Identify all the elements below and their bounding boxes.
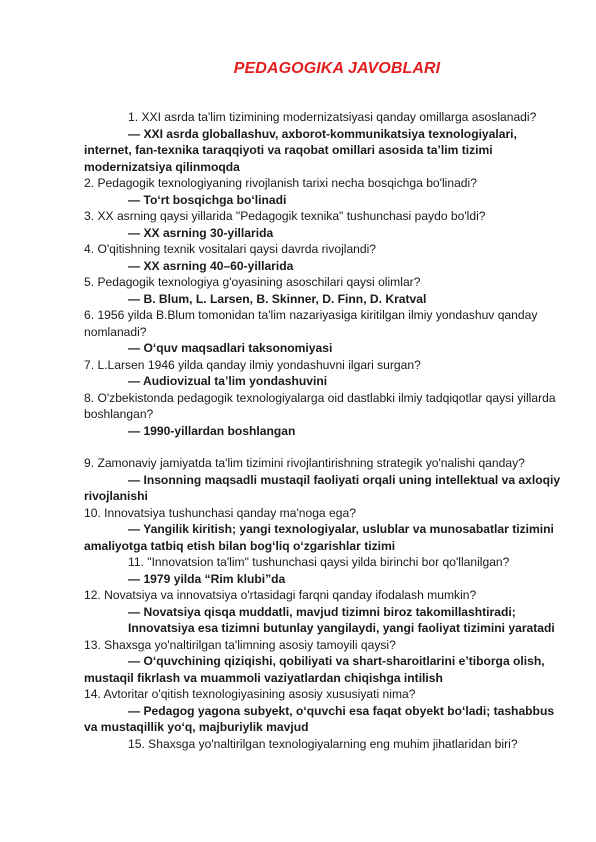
question-6: 6. 1956 yilda B.Blum tomonidan ta'lim nazariyasiga kiritilgan ilmiy yondashuv qanday nomlanadi?	[84, 308, 538, 339]
question-3: 3. XX asrning qaysi yillarida "Pedagogik texnika" tushunchasi paydo bo'ldi?	[84, 209, 486, 223]
question-8: 8. O'zbekistonda pedagogik texnologiyalarga oid dastlabki ilmiy tadqiqotlar qaysi yillarda boshlangan?	[84, 390, 556, 421]
question-15: 15. Shaxsga yo'naltirilgan texnologiyalarning eng muhim jihatlaridan biri?	[128, 736, 518, 751]
answer-2: — To‘rt bosqichga bo‘linadi	[128, 192, 287, 207]
answer-12: — Novatsiya qisqa muddatli, mavjud tizimni biroz takomillashtiradi; Innovatsiya esa tizimni butunlay yangilaydi, yangi faoliyat tizimini yaratadi	[128, 604, 555, 635]
answer-5: — B. Blum, L. Larsen, B. Skinner, D. Finn, D. Kratval	[128, 291, 427, 306]
question-1: 1. XXI asrda ta'lim tizimining modernizatsiyasi qanday omillarga asoslanadi?	[128, 110, 537, 124]
question-11: 11. "Innovatsion ta'lim" tushunchasi qaysi yilda birinchi bor qo'llanilgan?	[128, 555, 510, 569]
answer-1: — XXI asrda globallashuv, axborot-kommunikatsiya texnologiyalari, internet, fan-texnika taraqqiyoti va raqobat omillari asosida ta’lim tizimi modernizatsiya qilinmoqda	[84, 126, 517, 174]
answer-3: — XX asrning 30-yillarida	[128, 225, 274, 240]
answer-8: — 1990-yillardan boshlangan	[128, 423, 296, 438]
question-5: 5. Pedagogik texnologiya g'oyasining asoschilari qaysi olimlar?	[84, 275, 421, 289]
paragraph-gap	[84, 439, 564, 455]
answer-14: — Pedagog yagona subyekt, o‘quvchi esa faqat obyekt bo‘ladi; tashabbus va mustaqillik yo‘q, majburiylik mavjud	[84, 703, 555, 734]
question-10: 10. Innovatsiya tushunchasi qanday ma'noga ega?	[84, 505, 356, 520]
qa-list	[84, 109, 564, 752]
question-2: 2. Pedagogik texnologiyaning rivojlanish tarixi necha bosqichga bo'linadi?	[84, 176, 477, 190]
question-9: 9. Zamonaviy jamiyatda ta'lim tizimini rivojlantirishning strategik yo'nalishi qanday?	[84, 456, 525, 470]
answer-9: — Insonning maqsadli mustaqil faoliyati orqali uning intellektual va axloqiy rivojlanishi	[84, 472, 561, 503]
answer-11: — 1979 yilda “Rim klubi”da	[128, 571, 286, 586]
document-title: PEDAGOGIKA JAVOBLARI	[233, 60, 441, 77]
question-7: 7. L.Larsen 1946 yilda qanday ilmiy yondashuvni ilgari surgan?	[84, 357, 421, 372]
answer-6: — O‘quv maqsadlari taksonomiyasi	[128, 341, 333, 355]
answer-4: — XX asrning 40–60-yillarida	[128, 258, 294, 273]
answer-10: — Yangilik kiritish; yangi texnologiyalar, uslublar va munosabatlar tizimini amaliyotga tatbiq etish bilan bog‘liq o‘zgarishlar tizimi	[84, 522, 554, 553]
question-14: 14. Avtoritar o'qitish texnologiyasining asosiy xususiyati nima?	[84, 687, 416, 701]
question-12: 12. Novatsiya va innovatsiya o'rtasidagi farqni qanday ifodalash mumkin?	[84, 588, 477, 602]
answer-7: — Audiovizual ta’lim yondashuvini	[128, 374, 328, 388]
question-13: 13. Shaxsga yo'naltirilgan ta'limning asosiy tamoyili qaysi?	[84, 637, 396, 652]
answer-13: — O‘quvchining qiziqishi, qobiliyati va shart-sharoitlarini e’tiborga olish, mustaqil fikrlash va muammoli vaziyatlardan chiqishga intilish	[84, 654, 545, 685]
question-4: 4. O'qitishning texnik vositalari qaysi davrda rivojlandi?	[84, 242, 377, 256]
